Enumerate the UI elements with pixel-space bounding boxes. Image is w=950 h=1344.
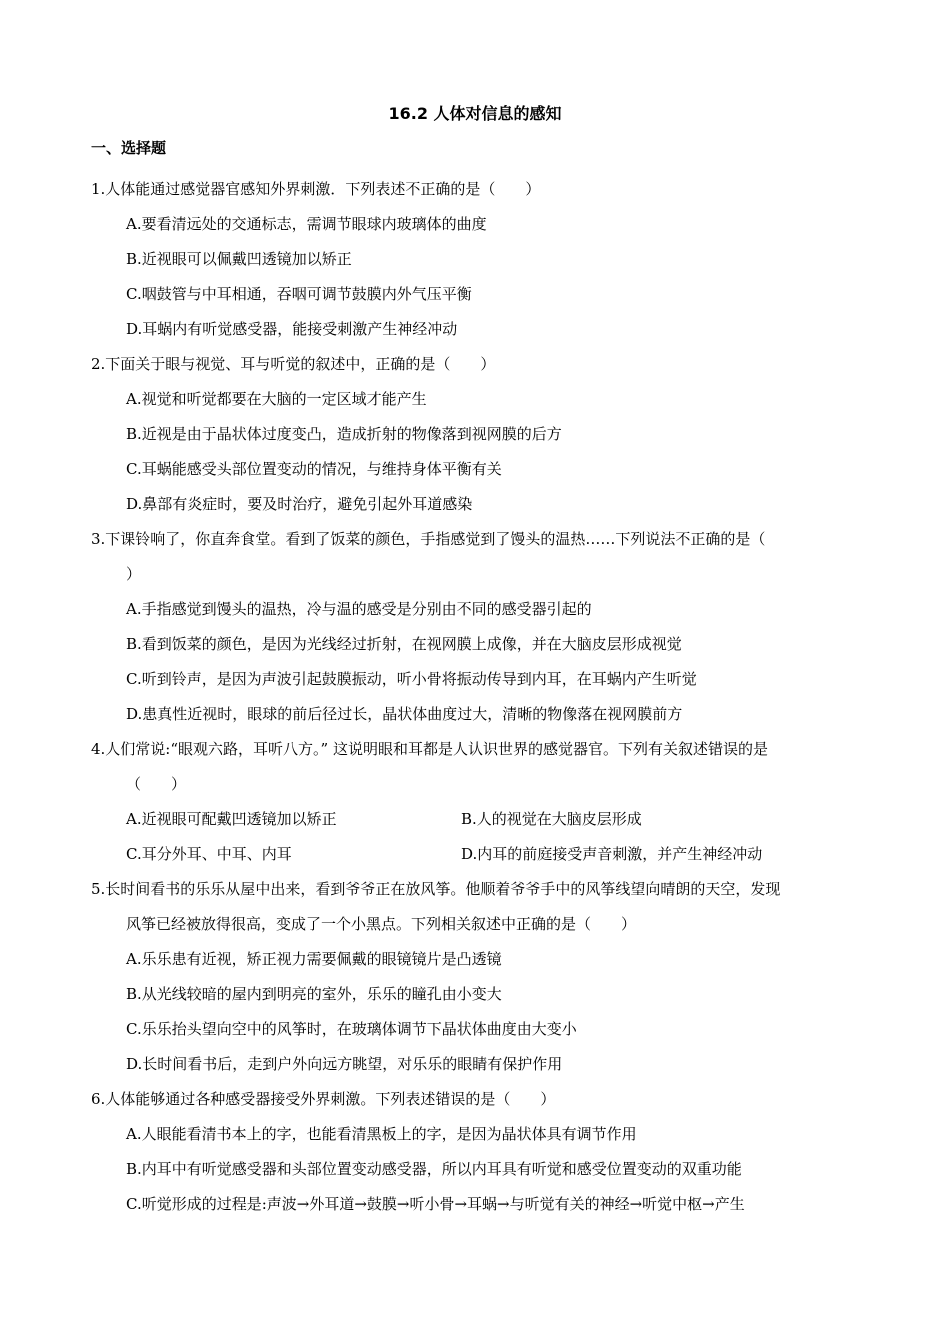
question-stem: 3.下课铃响了，你直奔食堂。看到了饭菜的颜色，手指感觉到了馒头的温热……下列说法不正确的是（ [91,530,766,548]
option-b: B.近视眼可以佩戴凹透镜加以矫正 [126,250,352,268]
option-b: B.近视是由于晶状体过度变凸，造成折射的物像落到视网膜的后方 [126,425,562,443]
question-4 [91,732,861,872]
question-stem: 2.下面关于眼与视觉、耳与听觉的叙述中，正确的是（ ） [91,355,496,373]
option-b: B.看到饭菜的颜色，是因为光线经过折射，在视网膜上成像，并在大脑皮层形成视觉 [126,635,682,653]
question-stem-continuation: （ ） [126,775,187,793]
question-3 [91,522,861,732]
option-c: C.听觉形成的过程是:声波→外耳道→鼓膜→听小骨→耳蜗→与听觉有关的神经→听觉中枢→产生 [126,1195,745,1213]
question-1 [91,172,861,347]
option-b: B.人的视觉在大脑皮层形成 [461,810,642,828]
question-stem: 4.人们常说:“眼观六路，耳听八方。” 这说明眼和耳都是人认识世界的感觉器官。下列有关叙述错误的是 [91,740,768,758]
option-a: A.要看清远处的交通标志，需调节眼球内玻璃体的曲度 [126,215,487,233]
option-d: D.鼻部有炎症时，要及时治疗，避免引起外耳道感染 [126,495,473,513]
option-row [91,837,861,872]
option-a: A.手指感觉到馒头的温热，冷与温的感受是分别由不同的感受器引起的 [126,600,592,618]
option-row [91,802,861,837]
option-a: A.乐乐患有近视，矫正视力需要佩戴的眼镜镜片是凸透镜 [126,950,502,968]
option-b: B.从光线较暗的屋内到明亮的室外，乐乐的瞳孔由小变大 [126,985,502,1003]
option-c: C.耳分外耳、中耳、内耳 [126,845,292,863]
question-2 [91,347,861,522]
question-list [91,172,861,1222]
option-d: D.患真性近视时，眼球的前后径过长，晶状体曲度过大，清晰的物像落在视网膜前方 [126,705,683,723]
option-c: C.咽鼓管与中耳相通，吞咽可调节鼓膜内外气压平衡 [126,285,472,303]
section-heading: 一、选择题 [91,139,167,157]
question-5 [91,872,861,1082]
option-c: C.听到铃声，是因为声波引起鼓膜振动，听小骨将振动传导到内耳，在耳蜗内产生听觉 [126,670,697,688]
question-stem: 1.人体能通过感觉器官感知外界刺激．下列表述不正确的是（ ） [91,180,541,198]
option-a: A.近视眼可配戴凹透镜加以矫正 [126,810,337,828]
option-b: B.内耳中有听觉感受器和头部位置变动感受器，所以内耳具有听觉和感受位置变动的双重功能 [126,1160,742,1178]
option-a: A.人眼能看清书本上的字，也能看清黑板上的字，是因为晶状体具有调节作用 [126,1125,637,1143]
option-d: D.内耳的前庭接受声音刺激，并产生神经冲动 [461,845,763,863]
option-d: D.耳蜗内有听觉感受器，能接受刺激产生神经冲动 [126,320,458,338]
option-a: A.视觉和听觉都要在大脑的一定区域才能产生 [126,390,427,408]
question-6 [91,1082,861,1222]
option-d: D.长时间看书后，走到户外向远方眺望，对乐乐的眼睛有保护作用 [126,1055,563,1073]
option-c: C.乐乐抬头望向空中的风筝时，在玻璃体调节下晶状体曲度由大变小 [126,1020,577,1038]
question-stem-continuation: 风筝已经被放得很高，变成了一个小黑点。下列相关叙述中正确的是（ ） [126,915,637,933]
question-stem: 5.长时间看书的乐乐从屋中出来，看到爷爷正在放风筝。他顺着爷爷手中的风筝线望向晴朗的天空，发现 [91,880,781,898]
question-stem-continuation: ） [126,565,142,583]
document-title: 16.2 人体对信息的感知 [388,104,562,123]
question-stem: 6.人体能够通过各种感受器接受外界刺激。下列表述错误的是（ ） [91,1090,556,1108]
option-c: C.耳蜗能感受头部位置变动的情况，与维持身体平衡有关 [126,460,502,478]
